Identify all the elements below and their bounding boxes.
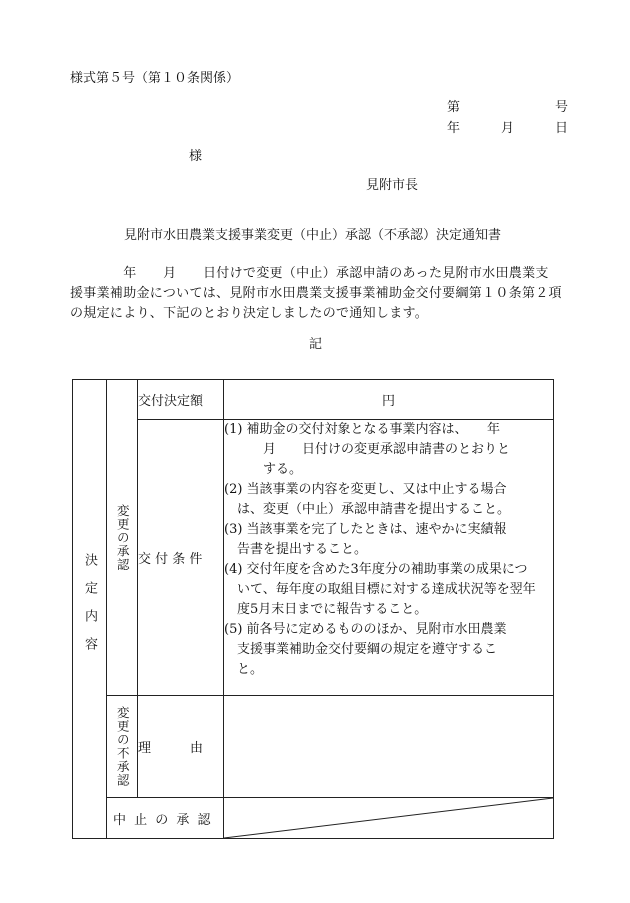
condition-line: と。 (224, 662, 264, 677)
condition-line: (5) 前各号に定めるもののほか、見附市水田農業 (224, 622, 507, 637)
body-line: の規定により、下記のとおり決定しましたので通知します。 (70, 306, 429, 321)
decision-table (72, 379, 554, 839)
condition-line: (1) 補助金の交付対象となる事業内容は、 年 (224, 422, 501, 437)
cancel-approval-label: 中 止 の 承 認 (107, 798, 224, 839)
yen-unit: 円 (381, 394, 395, 409)
date-day-label: 日 (555, 121, 569, 136)
conditions-cell (224, 420, 554, 696)
ki-heading: 記 (309, 337, 323, 352)
number-dai-label: 第 (447, 100, 461, 115)
conditions-label: 交 付 条 件 (138, 420, 224, 696)
condition-line: (2) 当該事業の内容を変更し、又は中止する場合 (224, 482, 507, 497)
disapproval-cell (107, 696, 138, 798)
sender-name: 見附市長 (366, 178, 419, 193)
grant-amount-label: 交付決定額 (138, 380, 224, 420)
cancel-approval-value (224, 798, 554, 839)
condition-line: は、変更（中止）承認申請書を提出すること。 (224, 502, 511, 517)
diagonal-strike-line (224, 798, 553, 838)
condition-line: (4) 交付年度を含めた3年度分の補助事業の成果につ (224, 562, 528, 577)
body-line: 年 月 日付けで変更（中止）承認申請のあった見附市水田農業支 (70, 266, 549, 281)
condition-line: 告書を提出すること。 (224, 542, 368, 557)
approval-label: 変更の承認 (115, 503, 131, 572)
reason-value (224, 696, 554, 798)
disapproval-label: 変更の不承認 (115, 706, 131, 787)
condition-line: いて、毎年度の取組目標に対する達成状況等を翌年 (224, 582, 536, 597)
body-paragraph (70, 264, 570, 324)
decision-content-cell (73, 380, 107, 839)
date-month-label: 月 (501, 121, 515, 136)
condition-line: 支援事業補助金交付要綱の規定を遵守するこ (224, 642, 498, 657)
condition-line: 月 日付けの変更承認申請書のとおりと (224, 442, 511, 457)
condition-line: する。 (224, 462, 303, 477)
date-year-label: 年 (447, 121, 461, 136)
condition-line: (3) 当該事業を完了したときは、速やかに実績報 (224, 522, 507, 537)
body-line: 援事業補助金については、見附市水田農業支援事業補助金交付要綱第１０条第２項 (70, 286, 562, 301)
condition-line: 度5月末日までに報告すること。 (224, 602, 428, 617)
reason-label: 理 由 (138, 696, 224, 798)
approval-cell (107, 380, 138, 696)
number-go-label: 号 (555, 100, 569, 115)
addressee-sama: 様 (189, 149, 203, 164)
document-title: 見附市水田農業支援事業変更（中止）承認（不承認）決定通知書 (124, 228, 502, 243)
decision-content-label: 決定内容 (82, 553, 97, 665)
grant-amount-value (224, 380, 554, 420)
form-number: 様式第５号（第１０条関係） (70, 71, 240, 86)
